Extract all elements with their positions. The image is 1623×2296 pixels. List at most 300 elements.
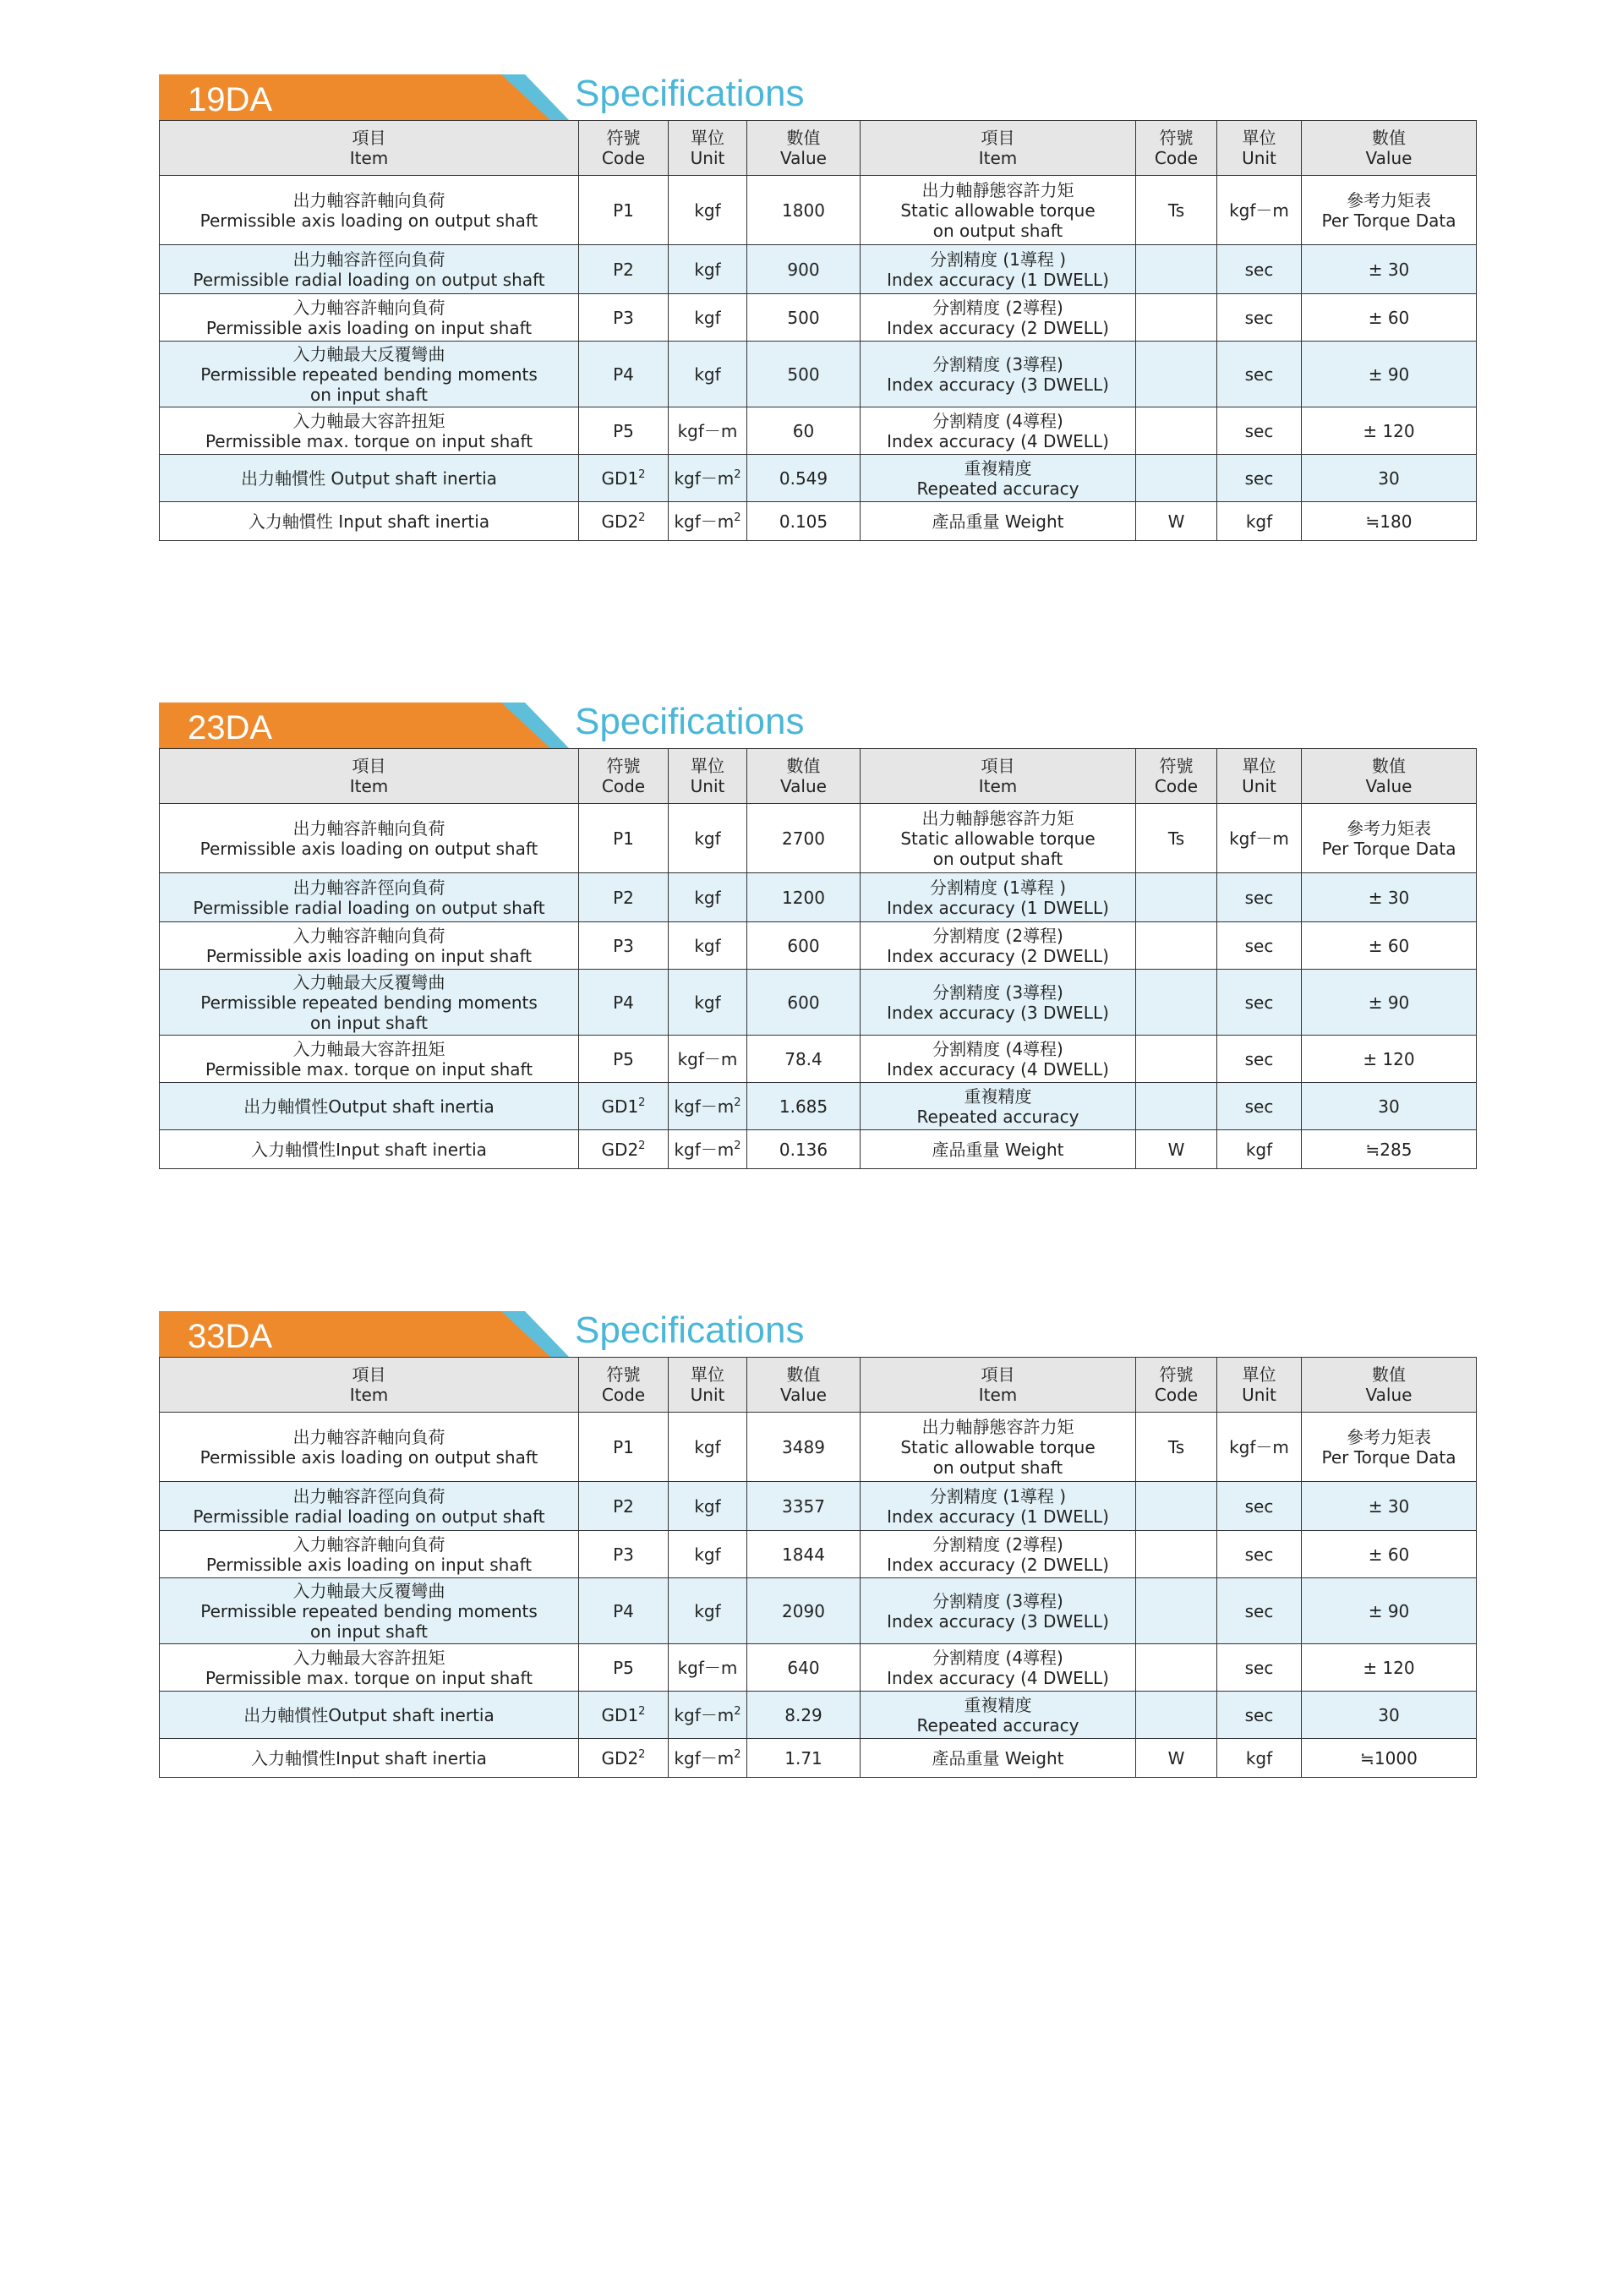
table-row [160, 1578, 1477, 1644]
right-code: W [1136, 502, 1217, 541]
right-code [1136, 1578, 1217, 1644]
right-item-zh: 分割精度 (4導程) [932, 1038, 1063, 1059]
right-value [1302, 1413, 1477, 1482]
table-row [160, 970, 1477, 1036]
right-item-en: Repeated accuracy [916, 1714, 1079, 1736]
header-value-right [1302, 749, 1477, 804]
header-value [747, 121, 861, 176]
header-unit-right-en: Unit [1242, 148, 1276, 168]
right-value: ± 60 [1302, 294, 1477, 342]
header-item-en: Item [349, 776, 389, 796]
left-unit [669, 1130, 747, 1169]
right-code [1136, 455, 1217, 502]
left-item-en: Permissible axis loading on output shaft [199, 838, 538, 859]
left-item [160, 1578, 579, 1644]
right-item [861, 1413, 1136, 1482]
header-item-right-en: Item [978, 776, 1018, 796]
right-value-zh: 參考力矩表 [1347, 817, 1431, 839]
header-item-zh: 項目 [352, 1364, 386, 1385]
header-code-en: Code [601, 148, 646, 168]
left-unit-text: kgf－m [674, 467, 735, 489]
right-item [861, 1578, 1136, 1644]
right-item-zh: 分割精度 (3導程) [932, 353, 1063, 374]
specifications-title: Specifications [575, 701, 805, 742]
right-unit: sec [1217, 245, 1302, 294]
left-item [160, 1531, 579, 1578]
header-value-right-en: Value [1365, 776, 1413, 796]
left-value: 3357 [747, 1482, 861, 1531]
left-item-zh: 出力軸容許軸向負荷 [292, 817, 445, 839]
right-value: 30 [1302, 1692, 1477, 1739]
left-code [579, 407, 669, 455]
left-code-text: P5 [613, 1657, 634, 1678]
right-unit: sec [1217, 1578, 1302, 1644]
header-item-right-zh: 項目 [981, 128, 1015, 148]
header-code [579, 1358, 669, 1413]
left-unit [669, 804, 747, 873]
header-value [747, 749, 861, 804]
left-unit [669, 922, 747, 970]
right-unit: sec [1217, 1644, 1302, 1692]
left-item-en: Permissible radial loading on output shaft [193, 897, 545, 918]
right-item-en: Index accuracy (2 DWELL) [887, 317, 1109, 338]
right-unit: sec [1217, 1482, 1302, 1531]
right-unit: kgf－m [1217, 1413, 1302, 1482]
left-unit-text: kgf [694, 828, 721, 849]
left-code-text: P4 [613, 364, 634, 385]
right-unit: kgf [1217, 1130, 1302, 1169]
right-unit: kgf－m [1217, 176, 1302, 245]
left-code [579, 1413, 669, 1482]
table-row [160, 294, 1477, 342]
right-unit: kgf [1217, 502, 1302, 541]
header-code-right-zh: 符號 [1159, 756, 1194, 776]
header-value-en: Value [780, 148, 827, 168]
left-item: 出力軸慣性Output shaft inertia [160, 1083, 579, 1130]
left-item-en: Permissible axis loading on output shaft [199, 210, 538, 231]
right-item [861, 1036, 1136, 1083]
superscript-2: 2 [734, 1747, 741, 1761]
left-value: 0.549 [747, 455, 861, 502]
left-item [160, 294, 579, 342]
right-unit: sec [1217, 294, 1302, 342]
left-code [579, 1692, 669, 1739]
left-unit [669, 1413, 747, 1482]
left-item-en: Permissible repeated bending moments [200, 992, 538, 1013]
right-item [861, 970, 1136, 1036]
right-value: ± 30 [1302, 873, 1477, 922]
left-code-text: P2 [613, 887, 634, 908]
left-item-zh: 出力軸容許徑向負荷 [292, 1485, 445, 1506]
left-code [579, 455, 669, 502]
left-value: 600 [747, 922, 861, 970]
right-unit: sec [1217, 407, 1302, 455]
left-value: 900 [747, 245, 861, 294]
header-value-zh: 數值 [786, 1364, 821, 1385]
table-row [160, 1739, 1477, 1778]
left-unit-text: kgf [694, 1495, 721, 1517]
left-value: 500 [747, 294, 861, 342]
left-item [160, 1644, 579, 1692]
left-unit-text: kgf [694, 935, 721, 956]
left-unit [669, 294, 747, 342]
left-item-zh: 入力軸最大反覆彎曲 [292, 971, 445, 992]
right-item-en-2: on output shaft [932, 1457, 1063, 1478]
header-item [160, 749, 579, 804]
right-item-en: Index accuracy (4 DWELL) [887, 1058, 1109, 1080]
left-unit-text: kgf－m [674, 511, 735, 532]
header-unit [669, 1358, 747, 1413]
right-value-en: Per Torque Data [1321, 210, 1456, 231]
header-code [579, 121, 669, 176]
superscript-2: 2 [734, 467, 741, 481]
right-value [1302, 176, 1477, 245]
right-code: Ts [1136, 176, 1217, 245]
left-item [160, 1036, 579, 1083]
right-item [861, 922, 1136, 970]
left-item-zh: 出力軸容許軸向負荷 [292, 1426, 445, 1447]
right-value: ± 60 [1302, 922, 1477, 970]
spec-table [159, 748, 1477, 1169]
left-value: 2090 [747, 1578, 861, 1644]
left-unit [669, 1692, 747, 1739]
left-item [160, 245, 579, 294]
right-unit: kgf [1217, 1739, 1302, 1778]
superscript-2: 2 [638, 511, 646, 524]
right-item-en: Index accuracy (3 DWELL) [887, 374, 1109, 395]
section-header [159, 74, 1476, 120]
model-title: 23DA [188, 709, 273, 746]
left-unit-text: kgf [694, 364, 721, 385]
left-item: 入力軸慣性Input shaft inertia [160, 1130, 579, 1169]
left-item [160, 970, 579, 1036]
spec-block-23da [159, 702, 1476, 1169]
table-row [160, 1083, 1477, 1130]
left-code [579, 245, 669, 294]
right-value: ± 90 [1302, 970, 1477, 1036]
left-code-text: P4 [613, 992, 634, 1013]
left-item-en: Permissible max. torque on input shaft [205, 430, 533, 451]
right-value: 30 [1302, 1083, 1477, 1130]
right-code: Ts [1136, 1413, 1217, 1482]
header-unit-en: Unit [690, 776, 725, 796]
right-item [861, 294, 1136, 342]
header-code-right-en: Code [1154, 1385, 1199, 1405]
right-value-zh: 參考力矩表 [1347, 1426, 1431, 1447]
left-value: 78.4 [747, 1036, 861, 1083]
right-item [861, 245, 1136, 294]
right-item-zh: 分割精度 (1導程 ) [929, 249, 1067, 270]
header-unit [669, 749, 747, 804]
left-unit-text: kgf－m [677, 1048, 738, 1069]
right-value: ± 30 [1302, 245, 1477, 294]
table-row [160, 804, 1477, 873]
table-row [160, 1531, 1477, 1578]
right-code: W [1136, 1739, 1217, 1778]
left-value: 8.29 [747, 1692, 861, 1739]
right-item-zh: 重複精度 [964, 1694, 1032, 1715]
right-item-zh: 分割精度 (4導程) [932, 410, 1063, 431]
right-item-zh: 分割精度 (2導程) [932, 297, 1063, 318]
left-code [579, 804, 669, 873]
left-item [160, 922, 579, 970]
right-item-zh: 出力軸靜態容許力矩 [921, 807, 1074, 828]
left-item [160, 1413, 579, 1482]
right-value: ± 90 [1302, 1578, 1477, 1644]
header-unit-right [1217, 749, 1302, 804]
model-title: 19DA [188, 81, 273, 118]
left-unit [669, 1531, 747, 1578]
header-item-en: Item [349, 148, 389, 168]
left-value: 3489 [747, 1413, 861, 1482]
left-unit-text: kgf [694, 1544, 721, 1565]
header-value-right [1302, 121, 1477, 176]
left-code-text: GD2 [601, 1747, 639, 1768]
left-item-zh: 入力軸容許軸向負荷 [292, 1533, 445, 1555]
left-code [579, 873, 669, 922]
header-code-zh: 符號 [606, 756, 641, 776]
right-value: ± 120 [1302, 407, 1477, 455]
left-unit-text: kgf－m [674, 1139, 735, 1160]
header-unit-right-en: Unit [1242, 1385, 1276, 1405]
left-unit-text: kgf [694, 992, 721, 1013]
right-value: ± 90 [1302, 342, 1477, 407]
right-item: 產品重量 Weight [861, 502, 1136, 541]
left-code [579, 922, 669, 970]
header-item [160, 1358, 579, 1413]
section-header [159, 1311, 1476, 1357]
right-item [861, 1482, 1136, 1531]
left-item: 入力軸慣性 Input shaft inertia [160, 502, 579, 541]
right-item-zh: 分割精度 (1導程 ) [929, 877, 1067, 898]
superscript-2: 2 [734, 511, 741, 524]
left-item-en: Permissible repeated bending moments [200, 364, 538, 385]
table-row [160, 407, 1477, 455]
left-value: 1.71 [747, 1739, 861, 1778]
left-value: 0.105 [747, 502, 861, 541]
right-item: 產品重量 Weight [861, 1130, 1136, 1169]
table-row [160, 1692, 1477, 1739]
left-code-text: P1 [613, 1436, 634, 1457]
left-item [160, 1482, 579, 1531]
left-code-text: P3 [613, 307, 634, 328]
left-value: 500 [747, 342, 861, 407]
left-item [160, 176, 579, 245]
left-item-en: Permissible radial loading on output shaft [193, 1506, 545, 1527]
header-item-zh: 項目 [352, 128, 386, 148]
table-row [160, 1644, 1477, 1692]
header-unit [669, 121, 747, 176]
table-header-row [160, 1358, 1477, 1413]
right-value: ≒180 [1302, 502, 1477, 541]
right-item [861, 1644, 1136, 1692]
left-item-zh: 出力軸容許軸向負荷 [292, 189, 445, 210]
left-unit-text: kgf [694, 200, 721, 221]
superscript-2: 2 [638, 1139, 646, 1152]
right-item-en: Repeated accuracy [916, 478, 1079, 499]
superscript-2: 2 [734, 1139, 741, 1152]
right-item-zh: 分割精度 (3導程) [932, 1590, 1063, 1611]
header-unit-zh: 單位 [691, 756, 724, 776]
header-unit-en: Unit [690, 1385, 725, 1405]
left-code [579, 342, 669, 407]
left-unit [669, 1482, 747, 1531]
header-value-right-zh: 數值 [1372, 1364, 1406, 1385]
left-code-text: P1 [613, 828, 634, 849]
left-unit [669, 1739, 747, 1778]
right-code: W [1136, 1130, 1217, 1169]
right-code [1136, 342, 1217, 407]
right-item-en: Index accuracy (1 DWELL) [887, 897, 1109, 918]
left-value: 1200 [747, 873, 861, 922]
left-value: 600 [747, 970, 861, 1036]
right-item-en: Index accuracy (2 DWELL) [887, 945, 1109, 966]
superscript-2: 2 [638, 467, 646, 481]
header-code [579, 749, 669, 804]
left-unit-text: kgf－m [674, 1096, 735, 1117]
header-value-right-en: Value [1365, 148, 1413, 168]
left-item [160, 407, 579, 455]
left-item [160, 873, 579, 922]
right-code [1136, 407, 1217, 455]
spec-table [159, 120, 1477, 541]
left-unit [669, 407, 747, 455]
right-value: ± 30 [1302, 1482, 1477, 1531]
table-row [160, 1036, 1477, 1083]
left-code [579, 1130, 669, 1169]
left-unit [669, 502, 747, 541]
right-value: ≒1000 [1302, 1739, 1477, 1778]
left-code [579, 1482, 669, 1531]
left-code-text: P2 [613, 259, 634, 280]
header-code-right-zh: 符號 [1159, 128, 1194, 148]
right-item-en: Index accuracy (1 DWELL) [887, 269, 1109, 290]
header-item [160, 121, 579, 176]
header-unit-right [1217, 121, 1302, 176]
header-value-zh: 數值 [786, 128, 821, 148]
left-item: 出力軸慣性Output shaft inertia [160, 1692, 579, 1739]
left-unit-text: kgf [694, 1600, 721, 1621]
superscript-2: 2 [638, 1747, 646, 1761]
header-item-right [861, 749, 1136, 804]
table-row [160, 1482, 1477, 1531]
header-code-right [1136, 121, 1217, 176]
header-code-right [1136, 749, 1217, 804]
right-item-zh: 分割精度 (2導程) [932, 1533, 1063, 1555]
right-value [1302, 804, 1477, 873]
left-code [579, 176, 669, 245]
right-item [861, 407, 1136, 455]
specifications-title: Specifications [575, 1309, 805, 1351]
right-item-en: Index accuracy (3 DWELL) [887, 1610, 1109, 1632]
left-item-en: Permissible max. torque on input shaft [205, 1667, 533, 1688]
header-value-right-zh: 數值 [1372, 756, 1406, 776]
left-item-zh: 入力軸最大容許扭矩 [292, 1038, 445, 1059]
right-value-en: Per Torque Data [1321, 838, 1456, 859]
spec-block-19da [159, 74, 1476, 541]
left-value: 640 [747, 1644, 861, 1692]
spec-block-33da [159, 1311, 1476, 1778]
right-item-zh: 分割精度 (2導程) [932, 925, 1063, 946]
right-item-en-2: on output shaft [932, 848, 1063, 869]
header-value-right-en: Value [1365, 1385, 1413, 1405]
left-unit [669, 1644, 747, 1692]
left-code [579, 1578, 669, 1644]
specifications-title: Specifications [575, 73, 805, 114]
right-item-zh: 分割精度 (4導程) [932, 1647, 1063, 1668]
header-unit-zh: 單位 [691, 1364, 724, 1385]
left-code-text: P5 [613, 420, 634, 441]
model-title: 33DA [188, 1318, 273, 1355]
right-code [1136, 922, 1217, 970]
left-unit-text: kgf－m [674, 1747, 735, 1768]
table-row [160, 1130, 1477, 1169]
left-item-en: Permissible repeated bending moments [200, 1600, 538, 1621]
left-code-text: GD1 [601, 1096, 639, 1117]
header-item-zh: 項目 [352, 756, 386, 776]
header-item-right-en: Item [978, 1385, 1018, 1405]
left-code [579, 1083, 669, 1130]
right-value-zh: 參考力矩表 [1347, 189, 1431, 210]
left-code-text: P4 [613, 1600, 634, 1621]
left-code-text: P5 [613, 1048, 634, 1069]
superscript-2: 2 [734, 1096, 741, 1109]
right-item-en-2: on output shaft [932, 220, 1063, 241]
header-unit-right-zh: 單位 [1242, 756, 1276, 776]
header-item-right [861, 121, 1136, 176]
right-unit: sec [1217, 342, 1302, 407]
header-unit-zh: 單位 [691, 128, 724, 148]
right-item-en: Index accuracy (3 DWELL) [887, 1002, 1109, 1023]
left-unit-text: kgf－m [677, 1657, 738, 1678]
left-item-zh: 入力軸最大反覆彎曲 [292, 1580, 445, 1601]
right-value-en: Per Torque Data [1321, 1446, 1456, 1468]
table-header-row [160, 749, 1477, 804]
header-code-zh: 符號 [606, 128, 641, 148]
left-item-zh: 出力軸容許徑向負荷 [292, 249, 445, 270]
left-code-text: P1 [613, 200, 634, 221]
right-item-en: Static allowable torque [900, 828, 1096, 849]
right-code [1136, 1083, 1217, 1130]
right-item-en: Index accuracy (4 DWELL) [887, 430, 1109, 451]
left-unit [669, 970, 747, 1036]
left-item-zh: 入力軸最大容許扭矩 [292, 410, 445, 431]
left-unit [669, 1083, 747, 1130]
left-item-en-2: on input shaft [310, 384, 428, 405]
left-item [160, 804, 579, 873]
left-unit-text: kgf [694, 307, 721, 328]
right-code [1136, 1036, 1217, 1083]
header-code-right-en: Code [1154, 148, 1199, 168]
right-value: ± 120 [1302, 1036, 1477, 1083]
right-item [861, 176, 1136, 245]
left-item-zh: 入力軸最大反覆彎曲 [292, 343, 445, 364]
right-item-en: Index accuracy (4 DWELL) [887, 1667, 1109, 1688]
left-code [579, 1036, 669, 1083]
header-code-right [1136, 1358, 1217, 1413]
right-item [861, 342, 1136, 407]
left-item-en: Permissible axis loading on input shaft [205, 945, 533, 966]
left-code-text: GD1 [601, 467, 639, 489]
right-unit: sec [1217, 455, 1302, 502]
header-code-zh: 符號 [606, 1364, 641, 1385]
right-item-en: Static allowable torque [900, 200, 1096, 221]
table-row [160, 873, 1477, 922]
header-code-right-zh: 符號 [1159, 1364, 1194, 1385]
right-item-en: Repeated accuracy [916, 1106, 1079, 1127]
left-code [579, 1739, 669, 1778]
header-code-en: Code [601, 776, 646, 796]
